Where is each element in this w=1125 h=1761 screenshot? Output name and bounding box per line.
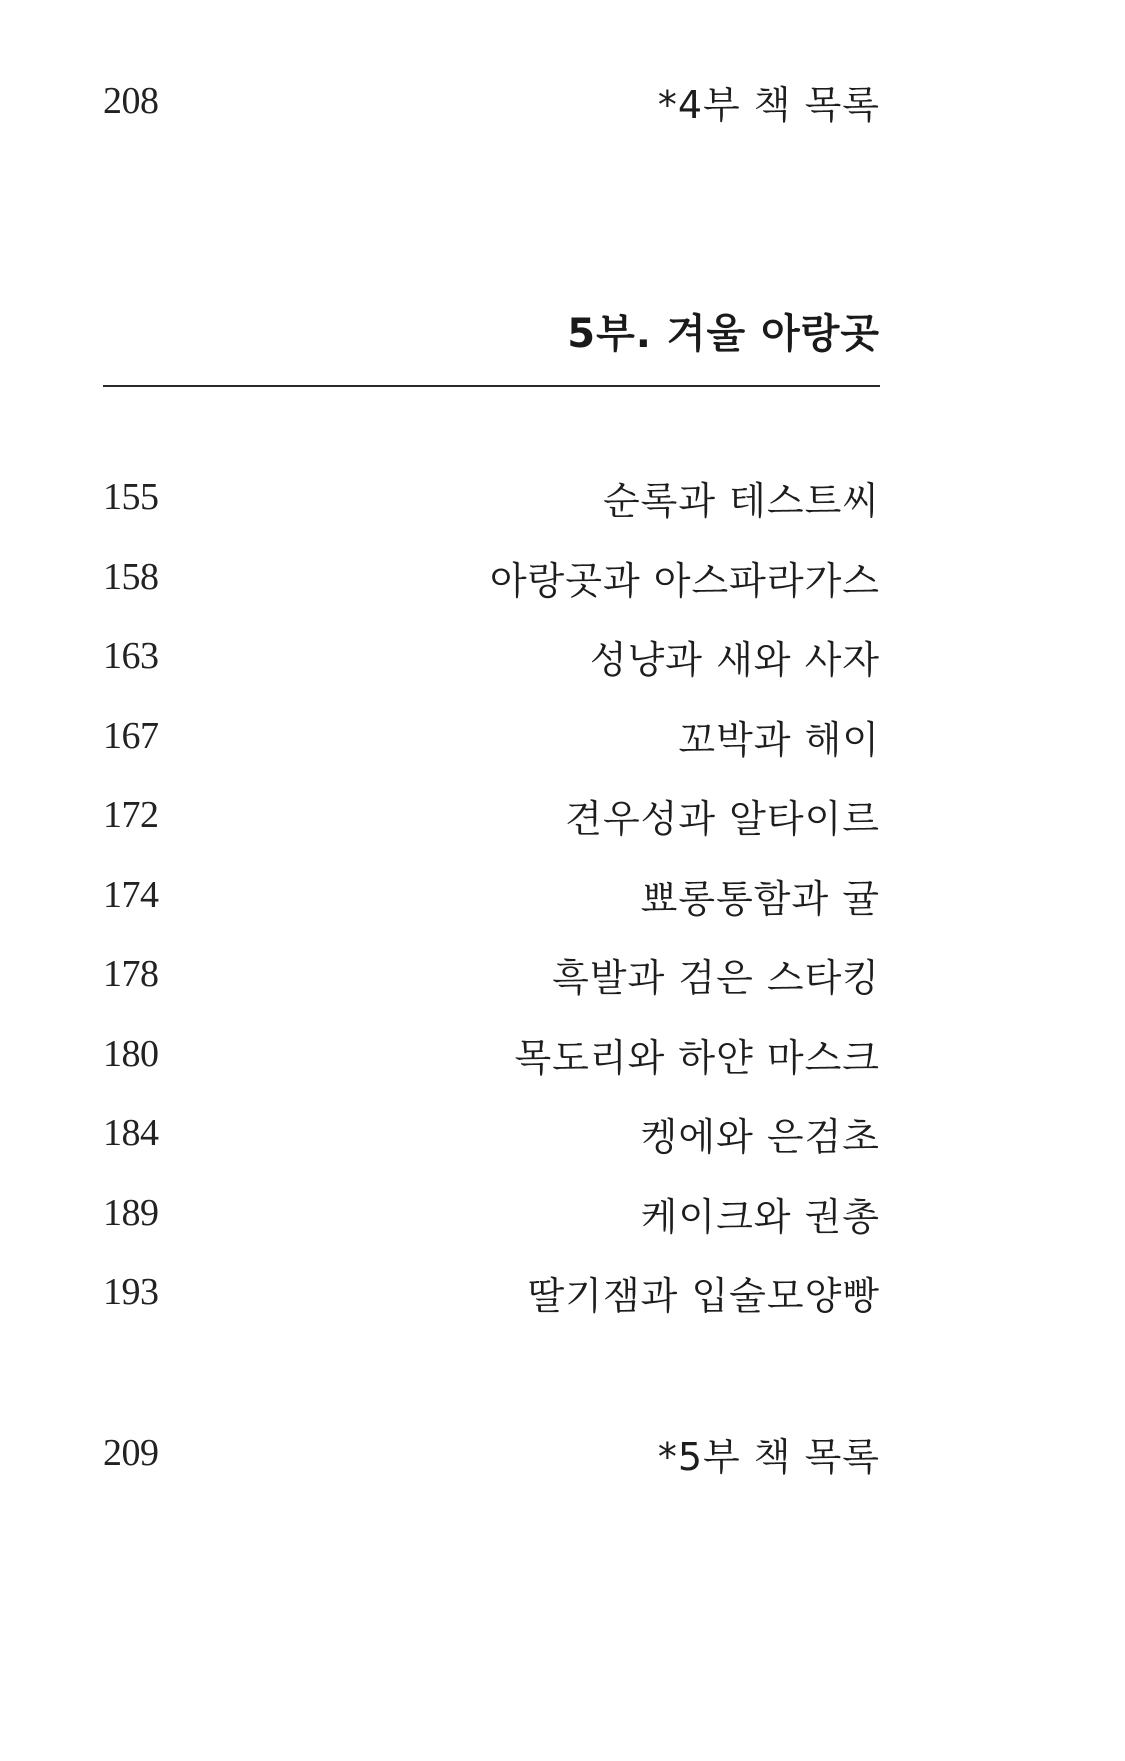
entry-title: 성냥과 새와 사자 xyxy=(589,637,880,682)
toc-entry[interactable] xyxy=(103,1108,880,1158)
page-number: 178 xyxy=(103,953,159,995)
entry-title: 켕에와 은검초 xyxy=(640,1114,880,1159)
page-number: 172 xyxy=(103,794,159,836)
toc-entry[interactable] xyxy=(103,790,880,840)
entry-title: 아랑곳과 아스파라가스 xyxy=(489,558,880,603)
entry-title: 뾰롱통함과 귤 xyxy=(640,876,880,921)
entry-title: 흑발과 검은 스타킹 xyxy=(552,955,880,1000)
toc-entry[interactable] xyxy=(103,552,880,602)
entry-title: 순록과 테스트씨 xyxy=(602,478,880,523)
section-heading: 5부. 겨울 아랑곳 xyxy=(567,311,880,357)
page-number: 193 xyxy=(103,1271,159,1313)
entry-title: 딸기잼과 입술모양빵 xyxy=(527,1273,880,1318)
page-number: 208 xyxy=(103,80,159,122)
entry-title: 견우성과 알타이르 xyxy=(565,796,880,841)
page-number: 158 xyxy=(103,556,159,598)
section-divider xyxy=(103,385,880,387)
toc-entry[interactable] xyxy=(103,1188,880,1238)
page-number: 184 xyxy=(103,1112,159,1154)
page-number: 167 xyxy=(103,715,159,757)
page-number: 180 xyxy=(103,1033,159,1075)
toc-entry[interactable] xyxy=(103,711,880,761)
page-number: 189 xyxy=(103,1192,159,1234)
toc-entry[interactable] xyxy=(103,870,880,920)
entry-title: *4부 책 목록 xyxy=(657,82,880,127)
page-number: 174 xyxy=(103,874,159,916)
entry-title: 케이크와 권총 xyxy=(640,1194,880,1239)
toc-entry[interactable] xyxy=(103,1267,880,1317)
page-number: 209 xyxy=(103,1432,159,1474)
toc-entry[interactable] xyxy=(103,949,880,999)
toc-entry-book-list-part5[interactable] xyxy=(103,1428,880,1478)
toc-entry[interactable] xyxy=(103,631,880,681)
entry-title: 꼬박과 해이 xyxy=(678,717,880,762)
page-number: 163 xyxy=(103,635,159,677)
toc-entry[interactable] xyxy=(103,1029,880,1079)
entry-title: 목도리와 하얀 마스크 xyxy=(514,1035,880,1080)
page-number: 155 xyxy=(103,476,159,518)
toc-entry[interactable] xyxy=(103,472,880,522)
entry-title: *5부 책 목록 xyxy=(657,1434,880,1479)
toc-entry-book-list-part4[interactable] xyxy=(103,76,880,126)
